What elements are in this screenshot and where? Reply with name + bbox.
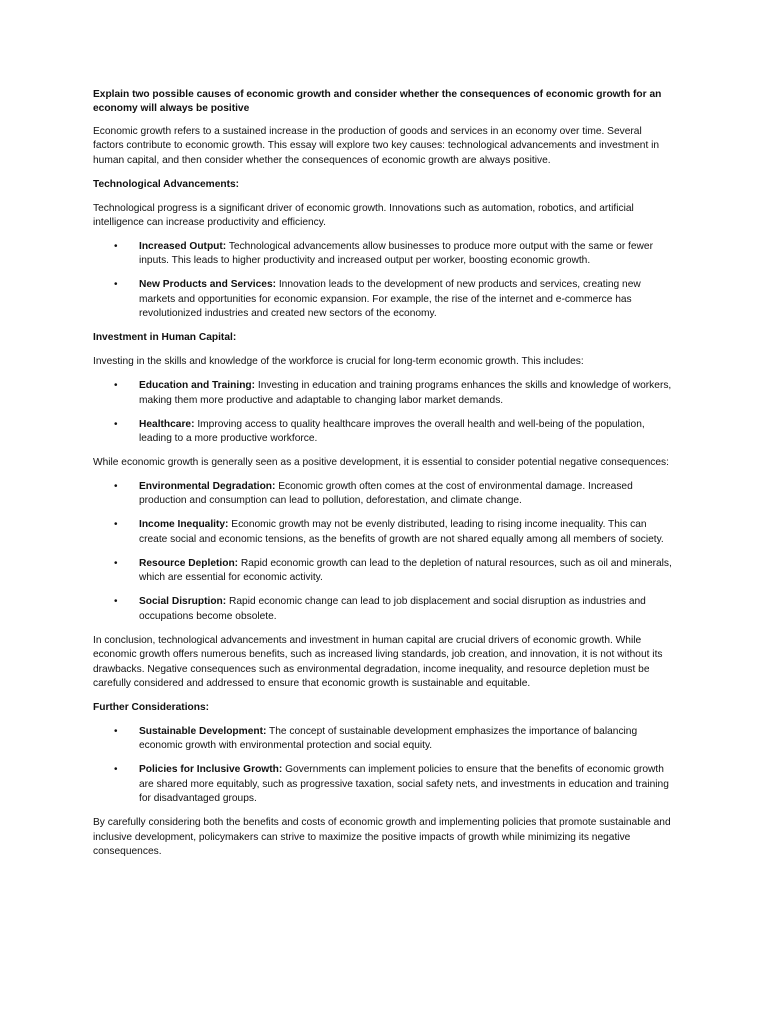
list-item xyxy=(93,379,675,408)
item-text: Governments can implement policies to ensure that the benefits of economic growth are shared more equitably, such as progressive taxation, social safety nets, and investments in education and training for disadvantaged groups. xyxy=(139,764,669,805)
conclusion-paragraph: In conclusion, technological advancements and investment in human capital are crucial drivers of economic growth. While economic growth offers numerous benefits, such as increased living standards, job creation, and innovation, it is not without its drawbacks. Negative consequences such as environmental degradation, income inequality, and resource depletion must be carefully considered and addressed to ensure that economic growth is sustainable and equitable. xyxy=(93,634,663,689)
item-text: Innovation leads to the development of new products and services, creating new markets and opportunities for economic expansion. For example, the rise of the internet and e-commerce has revolutionized industries and created new sectors of the economy. xyxy=(139,279,641,320)
tech-intro-paragraph: Technological progress is a significant driver of economic growth. Innovations such as automation, robotics, and artificial intelligence can increase productivity and efficiency. xyxy=(93,202,634,229)
item-text: Rapid economic change can lead to job displacement and social disruption as industries and occupations become obsolete. xyxy=(139,596,646,622)
item-term: Increased Output: xyxy=(139,241,227,253)
bullet-icon: • xyxy=(114,764,118,776)
item-term: Social Disruption: xyxy=(139,596,227,608)
further-considerations-heading: Further Considerations: xyxy=(93,701,210,713)
consequences-list xyxy=(93,480,675,624)
bullet-icon: • xyxy=(114,241,118,253)
human-capital-heading: Investment in Human Capital: xyxy=(93,332,237,344)
bullet-icon: • xyxy=(114,380,118,392)
item-term: Policies for Inclusive Growth: xyxy=(139,764,283,776)
consequences-intro-paragraph: While economic growth is generally seen as a positive development, it is essential to consider potential negative consequences: xyxy=(93,457,669,469)
human-capital-intro-paragraph: Investing in the skills and knowledge of the workforce is crucial for long-term economic growth. This includes: xyxy=(93,356,584,368)
further-considerations-list xyxy=(93,725,675,807)
intro-paragraph: Economic growth refers to a sustained increase in the production of goods and services in an economy over time. Several factors contribute to economic growth. This essay will explore two key causes: technological advancements and investment in human capital, and then consider whether the consequences of economic growth are always positive. xyxy=(93,125,660,166)
item-text: The concept of sustainable development emphasizes the importance of balancing economic growth with environmental protection and social equity. xyxy=(139,725,638,752)
item-term: Education and Training: xyxy=(139,380,256,392)
human-capital-list xyxy=(93,379,675,446)
list-item xyxy=(93,418,675,447)
item-text: Rapid economic growth can lead to the depletion of natural resources, such as oil and minerals, which are essential for economic activity. xyxy=(139,557,672,584)
item-text: Improving access to quality healthcare improves the overall health and well-being of the population, leading to a more productive workforce. xyxy=(139,418,645,445)
list-item xyxy=(93,763,675,806)
list-item xyxy=(93,725,675,754)
list-item xyxy=(93,518,675,547)
item-term: Resource Depletion: xyxy=(139,557,239,569)
final-paragraph: By carefully considering both the benefits and costs of economic growth and implementing policies that promote sustainable and inclusive development, policymakers can strive to maximize the positive impacts of growth while minimizing its negative consequences. xyxy=(93,817,671,857)
list-item xyxy=(93,480,675,509)
bullet-icon: • xyxy=(114,279,118,291)
item-term: New Products and Services: xyxy=(139,279,277,291)
list-item xyxy=(93,557,675,586)
bullet-icon: • xyxy=(114,418,118,430)
item-text: Economic growth often comes at the cost of environmental damage. Increased production and consumption can lead to pollution, deforestation, and climate change. xyxy=(139,481,633,507)
item-term: Income Inequality: xyxy=(139,519,229,531)
item-term: Healthcare: xyxy=(139,418,195,430)
bullet-icon: • xyxy=(114,557,118,569)
list-item xyxy=(93,278,675,321)
bullet-icon: • xyxy=(114,725,118,737)
tech-list xyxy=(93,240,675,322)
tech-heading: Technological Advancements: xyxy=(93,178,240,190)
item-term: Sustainable Development: xyxy=(139,725,267,737)
list-item xyxy=(93,240,675,269)
bullet-icon: • xyxy=(114,481,118,493)
item-text: Economic growth may not be evenly distributed, leading to rising income inequality. This can create social and economic tensions, as the benefits of growth are not shared equally among all members of society. xyxy=(139,519,664,545)
item-term: Environmental Degradation: xyxy=(139,481,276,493)
item-text: Technological advancements allow businesses to produce more output with the same or fewer inputs. This leads to higher productivity and increased output per worker, boosting economic growth. xyxy=(139,241,653,267)
essay-title: Explain two possible causes of economic growth and consider whether the consequences of economic growth for an economy will always be positive xyxy=(93,89,662,115)
item-text: Investing in education and training programs enhances the skills and knowledge of workers, making them more productive and adaptable to changing labor market demands. xyxy=(139,380,672,406)
list-item xyxy=(93,595,675,624)
bullet-icon: • xyxy=(114,519,118,531)
bullet-icon: • xyxy=(114,596,118,608)
